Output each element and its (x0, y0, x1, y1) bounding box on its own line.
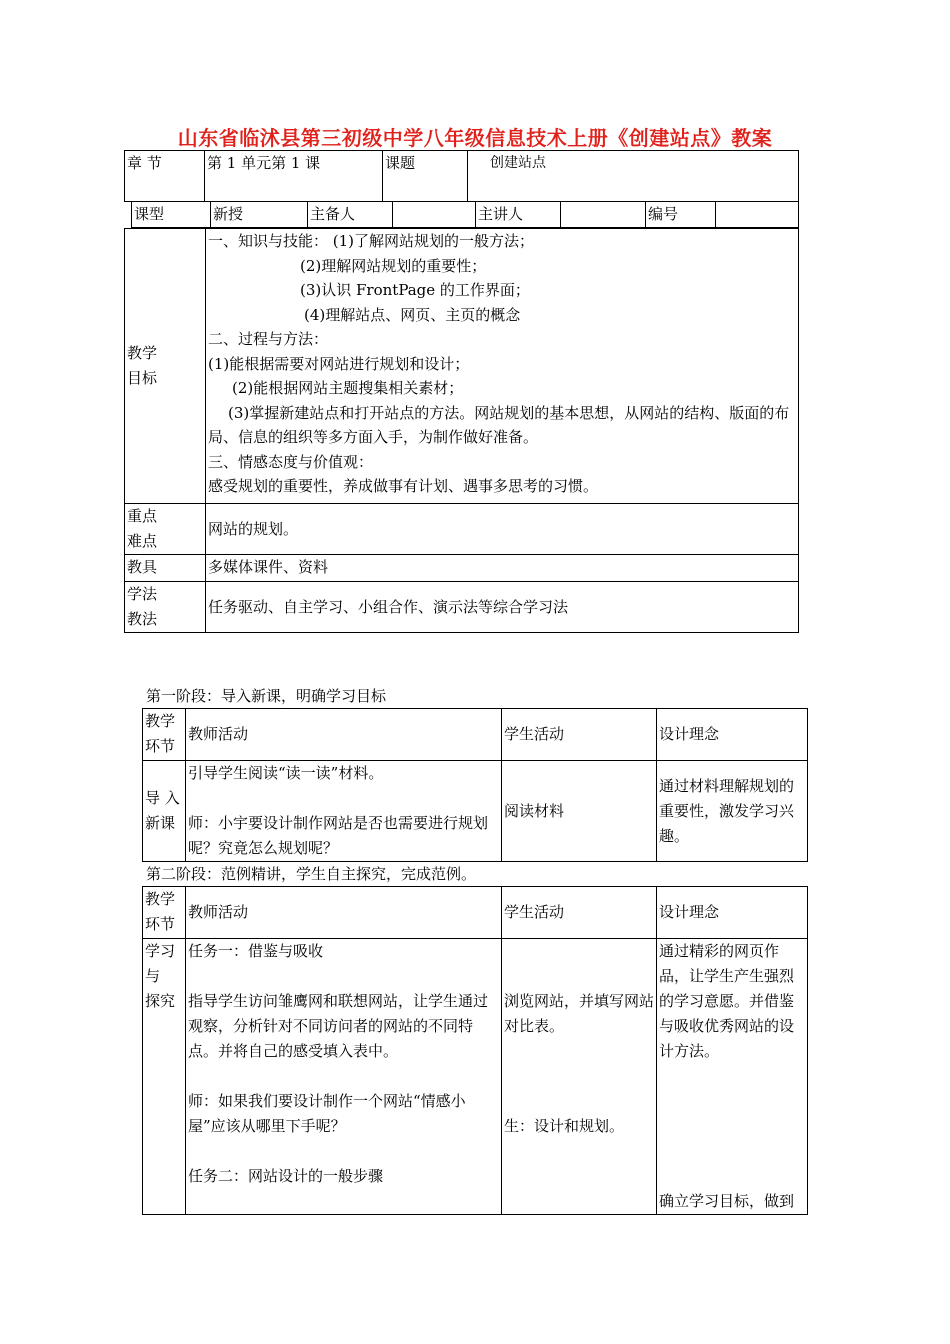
stage1-col-teacher: 教师活动 (186, 709, 502, 761)
key-points-label-line2: 难点 (127, 532, 158, 550)
goal-line: (1)能根据需要对网站进行规划和设计； (208, 354, 470, 373)
goals-label-cell (125, 229, 206, 504)
stage2-teacher-line1: 任务一：借鉴与吸收 (188, 942, 324, 960)
stage2-teacher-line2: 指导学生访问雏鹰网和联想网站，让学生通过观察，分析针对不同访问者的网站的不同特点。并将自己的感受填入表中。 (188, 992, 489, 1060)
goal-line: 三、情感态度与价值观： (208, 452, 374, 471)
stage2-design-line2: 确立学习目标，做到 (659, 1192, 795, 1210)
stage1-col-design: 设计理念 (657, 709, 808, 761)
goal-line: (2)理解网站规划的重要性； (300, 256, 487, 275)
stage2-step (143, 939, 186, 1215)
stage1-heading: 第一阶段：导入新课，明确学习目标 (146, 687, 387, 705)
stage2-col-student: 学生活动 (502, 887, 657, 939)
stage2-student-line1: 浏览网站，并填写网站对比表。 (504, 992, 655, 1035)
number-label: 编号 (646, 202, 716, 228)
stage1-design: 通过材料理解规划的重要性，激发学习兴趣。 (657, 761, 808, 862)
stage1-col-step (143, 709, 186, 761)
methods-label (125, 582, 206, 633)
stage2-teacher-line3: 师：如果我们要设计制作一个网站“情感小屋”应该从哪里下手呢？ (188, 1092, 466, 1135)
stage2-student-line2: 生：设计和规划。 (504, 1117, 625, 1135)
methods-label-line2: 教法 (127, 610, 158, 628)
stage1-step-line1: 导 入 (145, 789, 180, 807)
stage2-design-line1: 通过精彩的网页作品，让学生产生强烈的学习意愿。并借鉴与吸收优秀网站的设计方法。 (659, 942, 795, 1060)
goal-line: (4)理解站点、网页、主页的概念 (304, 305, 521, 324)
topic-value-cell (468, 151, 799, 202)
header-table (124, 150, 799, 202)
goal-line: 感受规划的重要性，养成做事有计划、遇事多思考的习惯。 (208, 477, 599, 495)
stage2-col-step-line1: 教学 (145, 890, 176, 908)
goal-line: (3)认识 FrontPage 的工作界面； (300, 281, 530, 299)
number-value (716, 202, 799, 228)
stage1-student: 阅读材料 (502, 761, 657, 862)
stage1-col-step-line2: 环节 (145, 737, 176, 755)
goals-content (206, 229, 799, 504)
topic-label: 课题 (383, 151, 468, 202)
type-label: 课型 (132, 202, 211, 228)
key-points-label-line1: 重点 (127, 507, 158, 525)
goals-label-line1: 教学 (127, 344, 158, 362)
tools-label: 教具 (125, 555, 206, 582)
stage2-col-step (143, 887, 186, 939)
stage1-step (143, 761, 186, 862)
stage1-col-step-line1: 教学 (145, 712, 176, 730)
stage2-teacher (186, 939, 502, 1215)
stage2-table (142, 886, 808, 1215)
stage1-step-line2: 新课 (145, 814, 176, 832)
goal-line: 一、知识与技能： (1)了解网站规划的一般方法； (208, 232, 535, 250)
stage2-step-line1: 学习 (145, 942, 176, 960)
stage1-table (142, 708, 808, 862)
preparer-value (393, 202, 476, 228)
goal-line: (2)能根据网站主题搜集相关素材； (232, 379, 464, 397)
header-table-row2 (131, 201, 799, 228)
preparer-label: 主备人 (308, 202, 393, 228)
stage1-col-student: 学生活动 (502, 709, 657, 761)
stage2-heading: 第二阶段：范例精讲，学生自主探究，完成范例。 (146, 865, 477, 883)
lecturer-value (561, 202, 646, 228)
goal-line: (3)掌握新建站点和打开站点的方法。网站规划的基本思想，从网站的结构、版面的布局、信息的组织等多方面入手，为制作做好准备。 (208, 403, 790, 446)
stage2-col-teacher: 教师活动 (186, 887, 502, 939)
chapter-label: 章 节 (125, 151, 205, 202)
methods-label-line1: 学法 (127, 585, 158, 603)
stage2-col-step-line2: 环节 (145, 915, 176, 933)
lecturer-label: 主讲人 (476, 202, 561, 228)
stage1-teacher (186, 761, 502, 862)
goal-line: 二、过程与方法： (208, 330, 329, 348)
stage1-teacher-line1: 引导学生阅读“读一读”材料。 (188, 764, 384, 782)
stage2-student (502, 939, 657, 1215)
objectives-table (124, 228, 799, 633)
type-value: 新授 (211, 202, 308, 228)
topic-value: 创建站点 (490, 155, 546, 171)
methods-value: 任务驱动、自主学习、小组合作、演示法等综合学习法 (206, 582, 799, 633)
document-title: 山东省临沭县第三初级中学八年级信息技术上册《创建站点》教案 (177, 126, 773, 150)
stage2-step-line3: 探究 (145, 992, 176, 1010)
key-points-label (125, 504, 206, 555)
tools-value: 多媒体课件、资料 (206, 555, 799, 582)
goals-label-line2: 目标 (127, 369, 158, 387)
stage2-design (657, 939, 808, 1215)
chapter-value: 第 1 单元第 1 课 (205, 151, 383, 202)
stage1-teacher-line2: 师：小宇要设计制作网站是否也需要进行规划呢？究竟怎么规划呢？ (188, 814, 489, 857)
stage2-col-design: 设计理念 (657, 887, 808, 939)
stage2-step-line2: 与 (145, 967, 161, 985)
key-points-value: 网站的规划。 (206, 504, 799, 555)
stage2-teacher-line4: 任务二：网站设计的一般步骤 (188, 1167, 384, 1185)
